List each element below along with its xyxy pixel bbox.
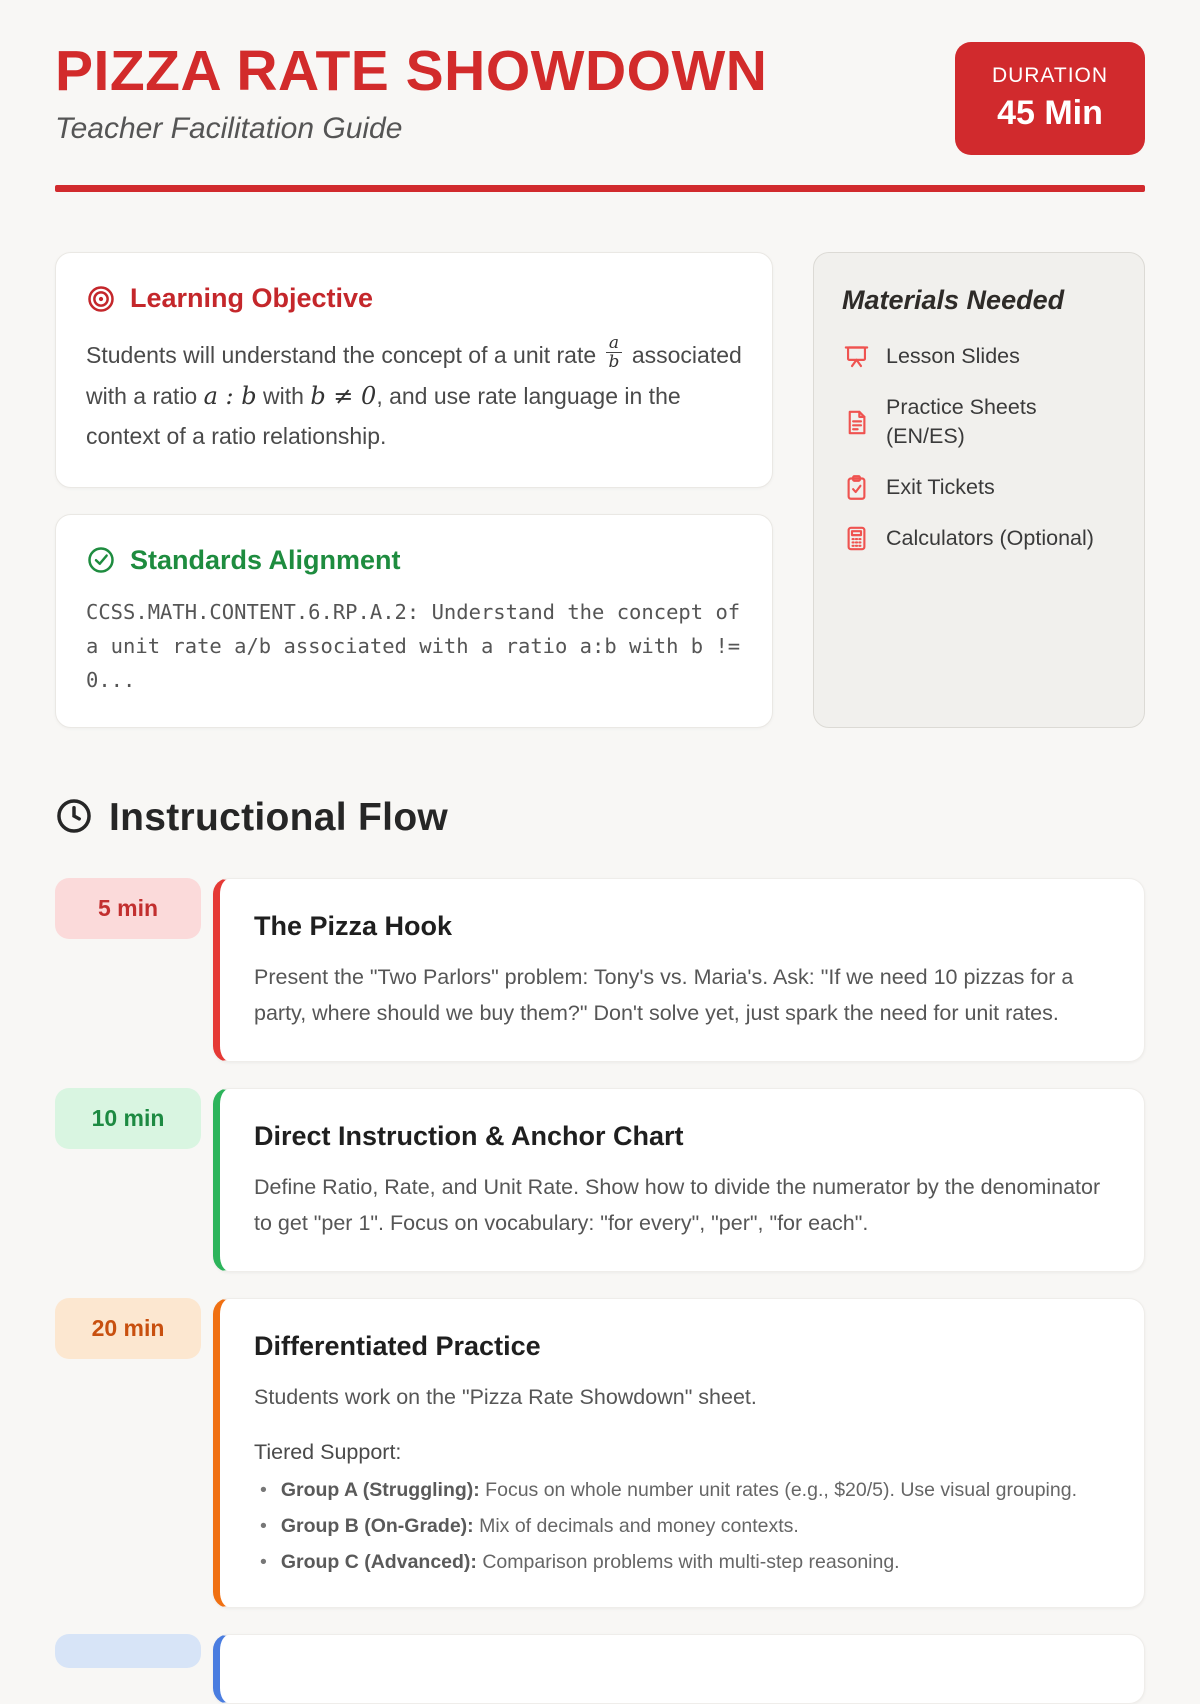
material-item-practice-sheets [842,393,1116,451]
materials-card [813,252,1145,728]
bullet-icon: • [260,1515,267,1537]
flow-heading [55,796,1145,840]
flow-item-text: Define Ratio, Rate, and Unit Rate. Show how to divide the numerator by the denominator to get "per 1". Focus on vocabulary: "for every", "per", "for each". [254,1175,1101,1235]
material-item-lesson-slides [842,342,1116,371]
tier-label: Group B (On-Grade): [280,1515,474,1537]
document-icon [842,409,870,436]
flow-item-title: The Pizza Hook [254,911,453,942]
tier-text: Focus on whole number unit rates (e.g., $20/5). Use visual grouping. [479,1478,1078,1501]
learning-objective-text [86,332,742,457]
bullet-icon: • [260,1551,267,1574]
top-cards [55,252,1145,728]
standards-heading [86,545,742,576]
time-badge: 20 min [55,1298,201,1359]
materials-title: Materials Needed [842,285,1065,315]
flow-item-text: Students work on the "Pizza Rate Showdown" sheet. [254,1385,757,1410]
header [55,39,1145,155]
material-label: Calculators (Optional) [886,526,1094,551]
math-ratio: a : b [203,382,257,411]
material-item-exit-tickets [842,473,1116,502]
flow-item-pizza-hook [55,878,1145,1062]
tier-group-a [254,1477,1110,1504]
time-badge: 10 min [55,1088,201,1149]
duration-value: 45 Min [997,94,1103,132]
tiered-support-list [254,1477,1110,1577]
tier-group-c [254,1549,1110,1576]
flow-card [213,878,1145,1062]
duration-label: DURATION [991,64,1109,87]
standards-card [55,514,773,728]
header-divider [55,185,1145,192]
flow-item-partial [55,1634,1145,1704]
material-item-calculators [842,524,1116,553]
header-titles [55,39,768,146]
learning-objective-card [55,252,773,488]
material-label: Exit Tickets [886,475,995,500]
presentation-icon [842,343,870,370]
learning-objective-heading [86,283,742,314]
tier-text: Comparison problems with multi-step reasoning. [476,1551,900,1574]
clock-icon [55,797,93,840]
page-subtitle: Teacher Facilitation Guide [55,111,403,145]
objective-part4: , and use rate language in the context of a ratio relationship. [86,383,681,450]
flow-item-direct-instruction [55,1088,1145,1272]
objective-part2: associated with a ratio [86,342,742,410]
tiered-support-heading: Tiered Support: [254,1439,402,1464]
bullet-icon: • [260,1478,267,1501]
target-icon [86,284,116,314]
fraction-a-over-b: $\frac{a}{b}$ [606,334,623,372]
tier-label: Group C (Advanced): [280,1551,477,1574]
tier-text: Mix of decimals and money contexts. [473,1515,799,1537]
clipboard-check-icon [842,474,870,501]
page-title: PIZZA RATE SHOWDOWN [55,39,768,103]
material-label: Practice Sheets (EN/ES) [886,395,1037,449]
tier-group-b [254,1513,1110,1540]
flow-item-text: Present the "Two Parlors" problem: Tony's vs. Maria's. Ask: "If we need 10 pizzas for a party, where should we buy them?" Don't solve yet, just spark the need for unit rates. [254,965,1074,1025]
standards-title: Standards Alignment [130,544,401,575]
math-neq: b ≠ 0 [310,382,377,411]
check-circle-icon [86,545,116,575]
time-badge: 5 min [55,878,201,939]
materials-list [842,342,1116,553]
flow-title: Instructional Flow [109,796,449,840]
flow-item-title: Differentiated Practice [254,1331,541,1362]
objective-part1: Students will understand the concept of a unit rate [86,342,597,368]
material-label: Lesson Slides [886,344,1020,368]
calculator-icon [842,525,870,552]
left-column [55,252,773,728]
flow-card [213,1634,1145,1704]
flow-card [213,1088,1145,1272]
flow-item-title: Direct Instruction & Anchor Chart [254,1121,684,1152]
time-badge [55,1634,201,1668]
flow-list [55,878,1145,1703]
flow-card [213,1298,1145,1607]
duration-badge [955,42,1145,155]
flow-item-differentiated-practice [55,1298,1145,1607]
learning-objective-title: Learning Objective [130,283,374,313]
objective-part3: with [263,383,304,410]
standards-text: CCSS.MATH.CONTENT.6.RP.A.2: Understand the concept of a unit rate a/b associated with a ratio a:b with b != 0... [86,599,741,692]
tier-label: Group A (Struggling): [280,1478,480,1501]
